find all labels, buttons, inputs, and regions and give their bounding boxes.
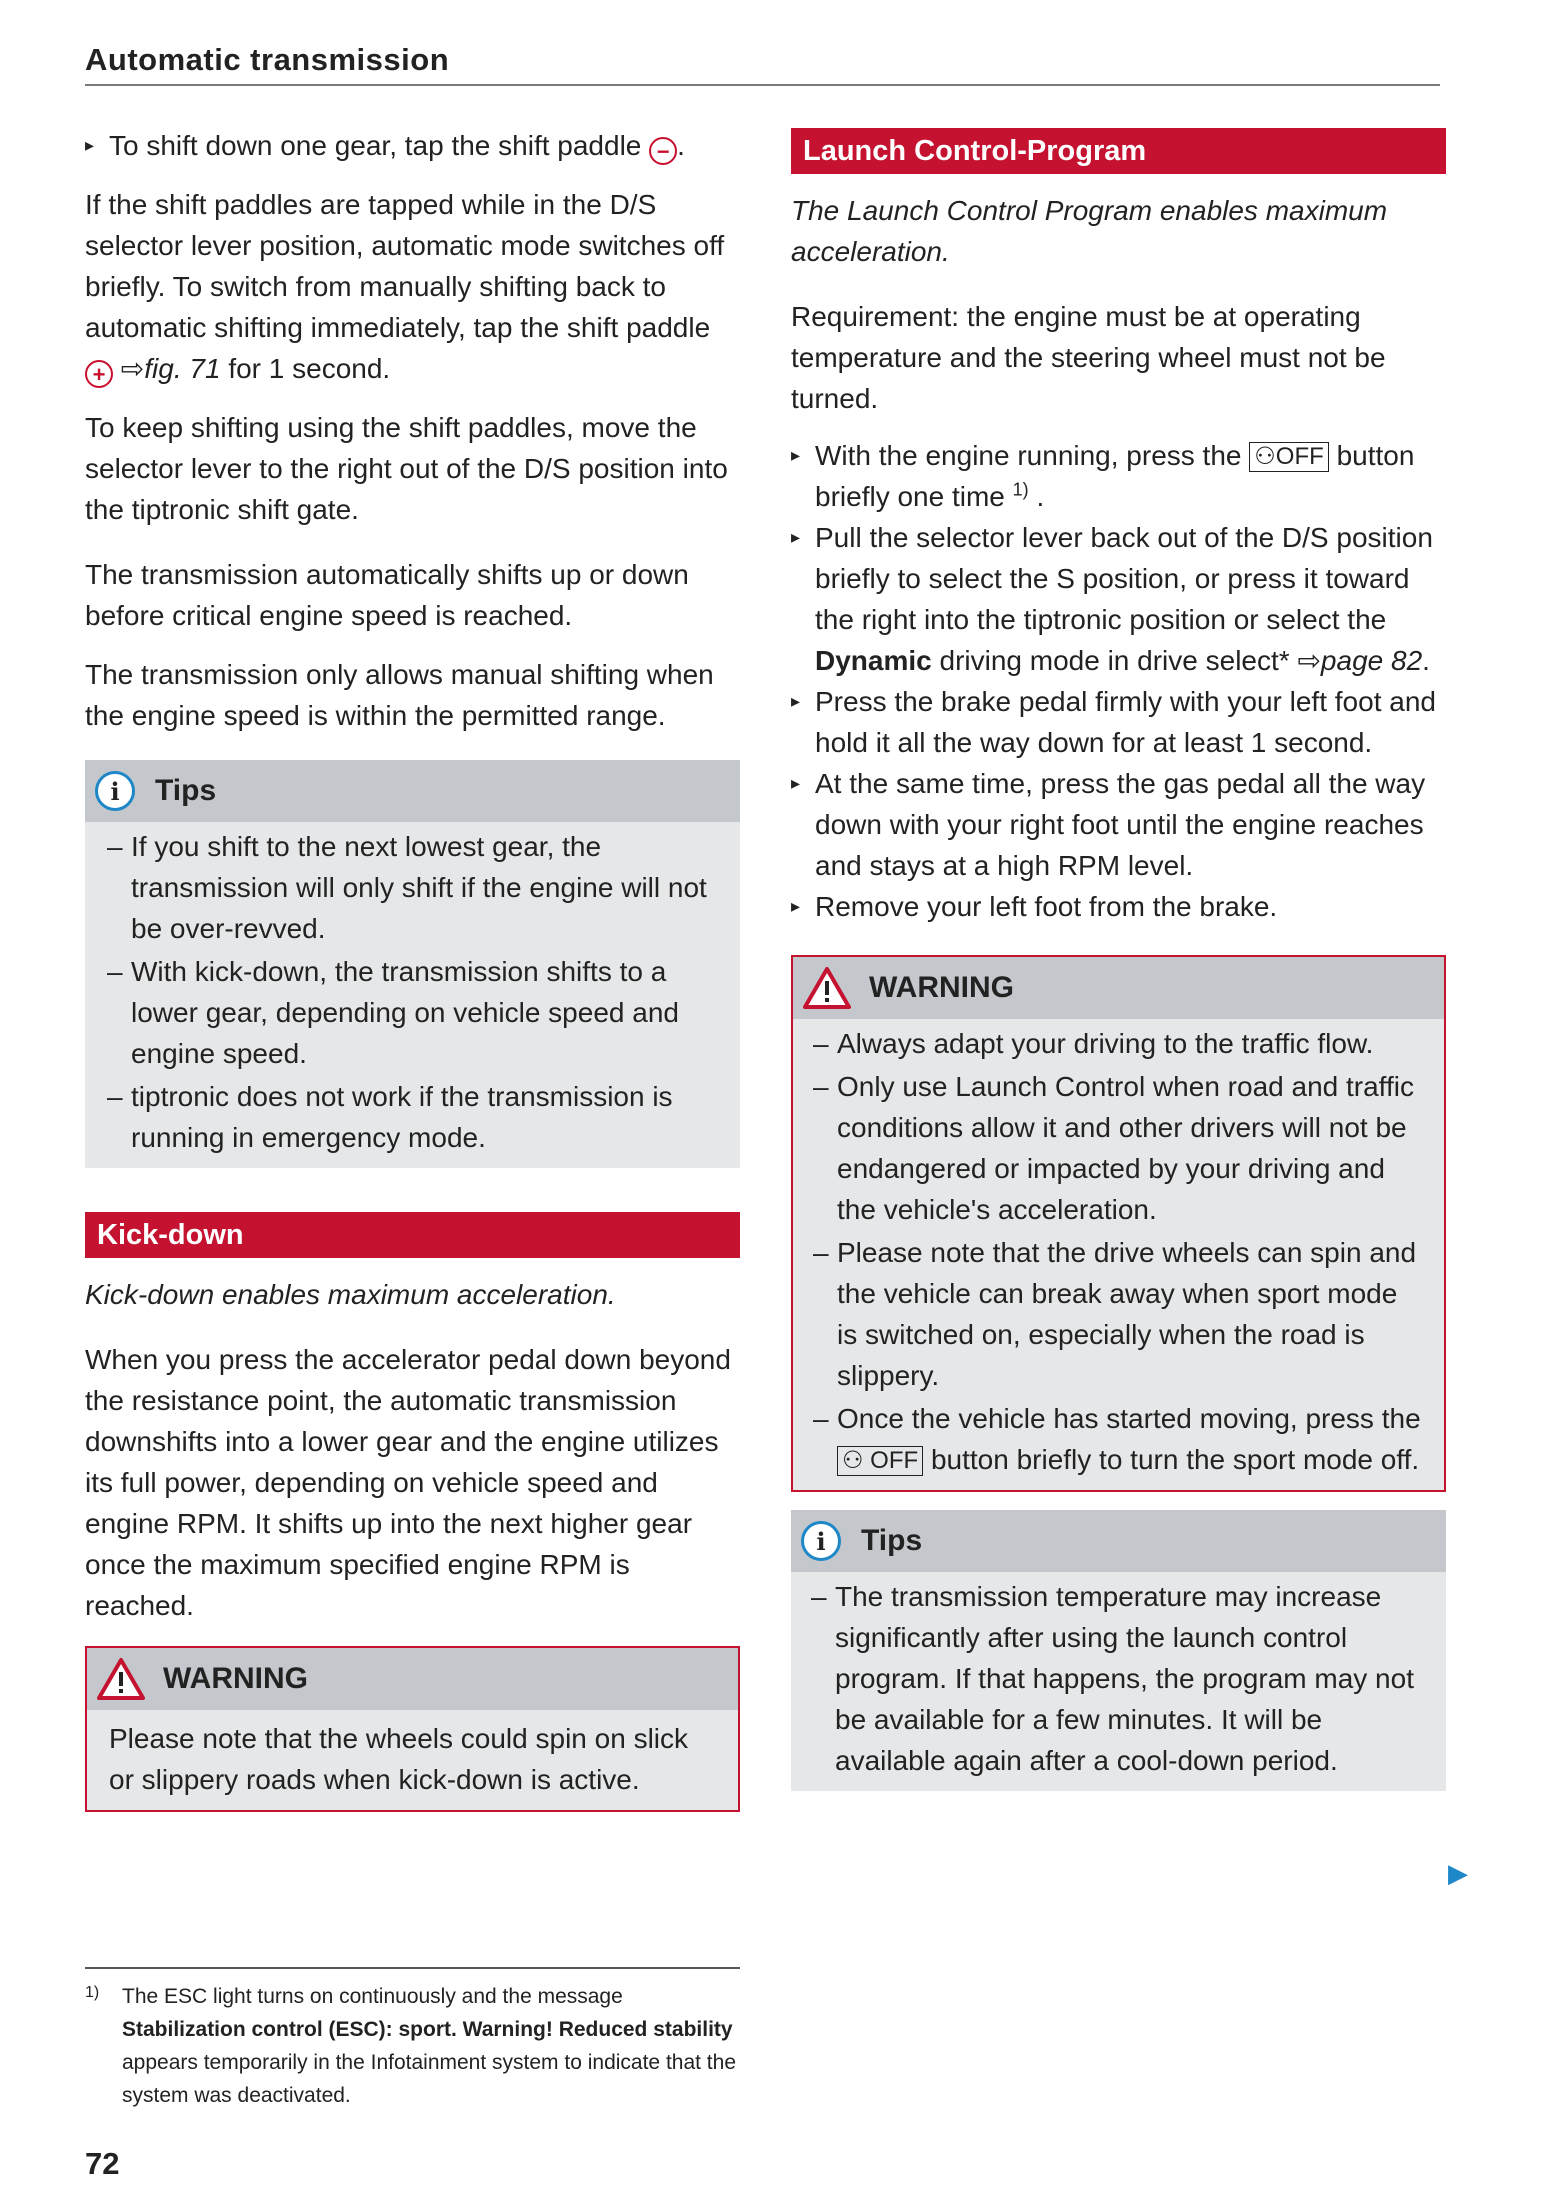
tips-item-text: The transmission temperature may increase significantly after using the launch control program. If that happens, the program may not be available for a few minutes. It will be available again after a cool-down period.	[835, 1581, 1414, 1776]
tips-box-left	[85, 760, 740, 1168]
kickdown-intro: Kick-down enables maximum acceleration.	[85, 1279, 616, 1310]
paragraph-auto-shift: The transmission automatically shifts up or down before critical engine speed is reached.	[85, 559, 689, 631]
dash-marker: –	[107, 1081, 123, 1112]
step-text: Press the brake pedal firmly with your left foot and hold it all the way down for at least 1 second.	[815, 686, 1436, 758]
launch-step	[791, 517, 1446, 681]
dynamic-mode-label: Dynamic	[815, 645, 932, 676]
minus-paddle-icon: −	[649, 137, 677, 165]
warning-triangle-icon	[97, 1657, 145, 1701]
page-reference-link[interactable]: page 82	[1320, 645, 1423, 676]
launch-requirement: Requirement: the engine must be at operating temperature and the steering wheel must not be turned.	[791, 301, 1386, 414]
step-text: Remove your left foot from the brake.	[815, 891, 1278, 922]
step-marker: ▸	[791, 445, 801, 465]
paragraph-text: If the shift paddles are tapped while in the D/S selector lever position, automatic mode switches off briefly. To switch from manually shifting back to automatic shifting immediately, tap the shift paddle	[85, 189, 725, 343]
footnote-rule	[85, 1967, 740, 1969]
footnote-bold: Stabilization control (ESC): sport. Warning! Reduced stability	[122, 2018, 733, 2041]
tips-header	[791, 1510, 1446, 1572]
warning-body	[87, 1710, 738, 1810]
step-end: .	[1036, 481, 1045, 512]
tips-header	[85, 760, 740, 822]
figure-reference-link[interactable]: fig. 71	[144, 353, 221, 384]
dash-marker: –	[813, 1403, 829, 1434]
step-marker: ▸	[791, 691, 801, 711]
launch-step	[791, 681, 1446, 763]
dash-marker: –	[811, 1581, 827, 1612]
step-text: With the engine running, press the	[815, 440, 1242, 471]
footnote-post: appears temporarily in the Infotainment system to indicate that the system was deactivated.	[122, 2051, 736, 2107]
paragraph-dsmode	[85, 184, 740, 389]
warning-item	[813, 1398, 1422, 1480]
step-text: Pull the selector lever back out of the D/S position briefly to select the S position, or press it toward the right into the tiptronic position or select the	[815, 522, 1433, 635]
paragraph-tiptronic-gate: To keep shifting using the shift paddles, move the selector lever to the right out of the D/S position into the tiptronic shift gate.	[85, 412, 728, 525]
plus-paddle-icon: +	[85, 360, 113, 388]
warning-item	[813, 1066, 1422, 1230]
step-text: button briefly one time	[815, 440, 1415, 512]
warning-item-text: Once the vehicle has started moving, press the	[837, 1403, 1421, 1434]
tips-title: Tips	[155, 774, 217, 807]
warning-item	[813, 1023, 1422, 1064]
esc-off-button-label: ⚇OFF	[1249, 442, 1329, 472]
warning-header	[793, 957, 1444, 1019]
reference-arrow-icon: ⇨	[120, 353, 145, 384]
tips-item	[107, 826, 718, 949]
warning-box-kickdown	[85, 1646, 740, 1812]
footnote	[85, 1980, 740, 2112]
left-column	[85, 125, 740, 1834]
tips-item-text: With kick-down, the transmission shifts to a lower gear, depending on vehicle speed and engine speed.	[131, 956, 679, 1069]
page-header-title: Automatic transmission	[85, 42, 450, 77]
tips-item	[107, 951, 718, 1074]
dash-marker: –	[107, 831, 123, 862]
warning-item-text: Please note that the drive wheels can spin and the vehicle can break away when sport mode is switched on, especially when the road is slippery.	[837, 1237, 1417, 1391]
dash-marker: –	[107, 956, 123, 987]
tips-body	[791, 1572, 1446, 1791]
dash-marker: –	[813, 1237, 829, 1268]
footnote-pre: The ESC light turns on continuously and the message	[122, 1985, 623, 2008]
warning-text: Please note that the wheels could spin on slick or slippery roads when kick-down is active.	[109, 1723, 689, 1795]
launch-intro: The Launch Control Program enables maximum acceleration.	[791, 195, 1388, 267]
section-heading-launch-control: Launch Control-Program	[791, 128, 1446, 174]
reference-arrow-icon: ⇨	[1297, 645, 1321, 676]
step-text: driving mode in drive select*	[939, 645, 1290, 676]
footnote-marker: 1)	[1012, 479, 1029, 500]
right-column	[791, 128, 1446, 1813]
paragraph-tail: for 1 second.	[228, 353, 391, 384]
warning-item-text: Always adapt your driving to the traffic flow.	[837, 1028, 1374, 1059]
launch-step	[791, 435, 1446, 517]
dash-marker: –	[813, 1071, 829, 1102]
warning-item	[813, 1232, 1422, 1396]
info-icon: i	[95, 771, 135, 811]
warning-item-text: Only use Launch Control when road and traffic conditions allow it and other drivers will not be endangered or impacted by your driving and the vehicle's acceleration.	[837, 1071, 1414, 1225]
tips-title: Tips	[861, 1524, 923, 1557]
footnote-mark: 1)	[85, 1984, 100, 2001]
footnote-text	[85, 1980, 740, 2112]
tips-item	[811, 1576, 1424, 1781]
warning-item-text: button briefly to turn the sport mode off.	[930, 1444, 1420, 1475]
warning-triangle-icon	[803, 966, 851, 1010]
continue-arrow-icon: ▶	[1448, 1858, 1468, 1888]
step-end: .	[1422, 645, 1430, 676]
step-marker: ▸	[791, 773, 801, 793]
launch-step	[791, 763, 1446, 886]
step-text: At the same time, press the gas pedal all the way down with your right foot until the engine reaches and stays at a high RPM level.	[815, 768, 1426, 881]
warning-box-launch-control	[791, 955, 1446, 1492]
sport-off-button-label: ⚇ OFF	[837, 1446, 923, 1476]
paragraph-manual-range: The transmission only allows manual shifting when the engine speed is within the permitted range.	[85, 659, 714, 731]
tips-item	[107, 1076, 718, 1158]
warning-body	[793, 1019, 1444, 1490]
kickdown-body: When you press the accelerator pedal down beyond the resistance point, the automatic transmission downshifts into a lower gear and the engine utilizes its full power, depending on vehicle speed and engine RPM. It shifts up into the next higher gear once the maximum specified engine RPM is reached.	[85, 1344, 731, 1621]
tips-item-text: If you shift to the next lowest gear, the transmission will only shift if the engine will not be over-revved.	[131, 831, 707, 944]
step-text: To shift down one gear, tap the shift paddle	[109, 130, 642, 161]
step-end: .	[677, 130, 685, 161]
dash-marker: –	[813, 1028, 829, 1059]
step-marker: ▸	[791, 527, 801, 547]
info-icon: i	[801, 1521, 841, 1561]
warning-header	[87, 1648, 738, 1710]
header-rule	[85, 84, 1440, 86]
tips-body	[85, 822, 740, 1168]
section-heading-kickdown: Kick-down	[85, 1212, 740, 1258]
tips-item-text: tiptronic does not work if the transmission is running in emergency mode.	[131, 1081, 673, 1153]
step-marker: ▸	[791, 896, 801, 916]
step-marker: ▸	[85, 135, 95, 155]
page-number: 72	[85, 2146, 120, 2181]
tips-box-right	[791, 1510, 1446, 1791]
warning-title: WARNING	[163, 1662, 308, 1695]
warning-title: WARNING	[869, 971, 1014, 1004]
step-shift-down	[85, 125, 740, 166]
launch-step	[791, 886, 1446, 927]
